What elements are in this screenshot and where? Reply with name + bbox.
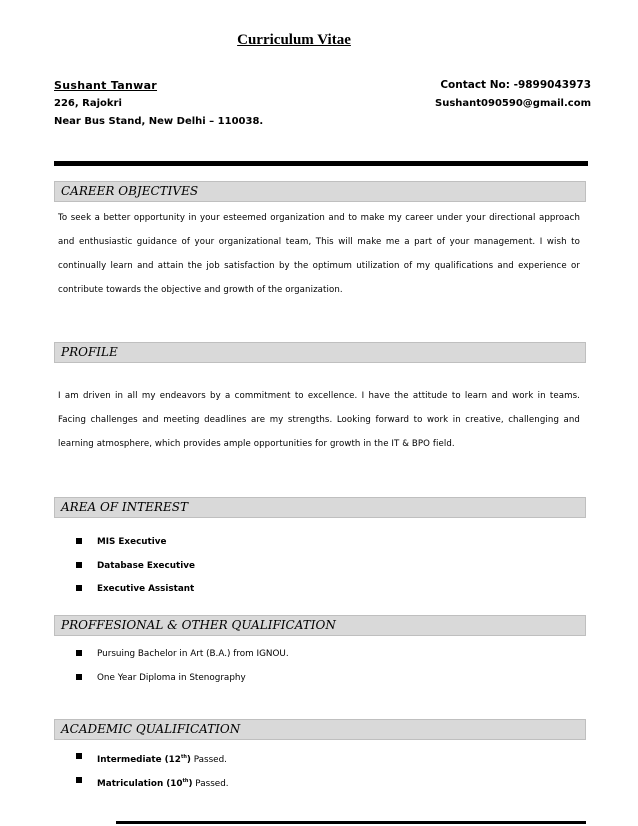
- area-of-interest-heading-bar: [54, 497, 586, 518]
- career-objectives-heading-bar: [54, 181, 586, 202]
- profile-text: I am driven in all my endeavors by a commitment to excellence. I have the attitude to learn and work in teams. Facing challenges and meeting deadlines are my strengths. Looking forward to work in creative, challenging and learning atmosphere, which provides ample opportunities for growth in the IT & BPO field.: [58, 391, 580, 449]
- professional-qualification-heading: PROFFESIONAL & OTHER QUALIFICATION: [61, 618, 336, 632]
- address-line-1: 226, Rajokri: [54, 98, 122, 109]
- list-item: Intermediate (12th) Passed.: [76, 749, 229, 773]
- bullet-icon: [76, 585, 82, 591]
- academic-qualification-heading: ACADEMIC QUALIFICATION: [61, 722, 241, 736]
- area-of-interest-heading: AREA OF INTEREST: [61, 500, 188, 514]
- bullet-icon: [76, 650, 82, 656]
- bullet-icon: [76, 753, 82, 759]
- list-item: Database Executive: [76, 558, 195, 582]
- bullet-icon: [76, 562, 82, 568]
- list-item: Pursuing Bachelor in Art (B.A.) from IGNOU.: [76, 646, 289, 670]
- candidate-name: Sushant Tanwar: [54, 79, 158, 92]
- career-objectives-text: To seek a better opportunity in your esteemed organization and to make my career under your directional approach and enthusiastic guidance of your organizational team, This will make me a part of your management. I wish to continually learn and attain the job satisfaction by the optimum utilization of my qualifications and experience or contribute towards the objective and growth of the organization.: [58, 213, 580, 295]
- email-address: Sushant090590@gmail.com: [435, 98, 591, 109]
- bullet-icon: [76, 777, 82, 783]
- bullet-icon: [76, 538, 82, 544]
- list-item: Matriculation (10th) Passed.: [76, 773, 229, 797]
- professional-qualification-heading-bar: [54, 615, 586, 636]
- list-item: One Year Diploma in Stenography: [76, 670, 289, 694]
- academic-qualification-list: [76, 749, 229, 796]
- area-of-interest-list: [76, 534, 195, 605]
- address-line-2: Near Bus Stand, New Delhi – 110038.: [54, 116, 264, 127]
- document-title: Curriculum Vitae: [237, 32, 351, 48]
- profile-heading: PROFILE: [61, 345, 118, 359]
- bullet-icon: [76, 674, 82, 680]
- contact-number: Contact No: -9899043973: [440, 79, 591, 91]
- profile-heading-bar: [54, 342, 586, 363]
- footer-divider: [116, 821, 586, 824]
- header-divider: [54, 161, 588, 166]
- list-item: MIS Executive: [76, 534, 195, 558]
- professional-qualification-list: [76, 646, 289, 693]
- career-objectives-heading: CAREER OBJECTIVES: [61, 184, 199, 198]
- academic-qualification-heading-bar: [54, 719, 586, 740]
- list-item: Executive Assistant: [76, 581, 195, 605]
